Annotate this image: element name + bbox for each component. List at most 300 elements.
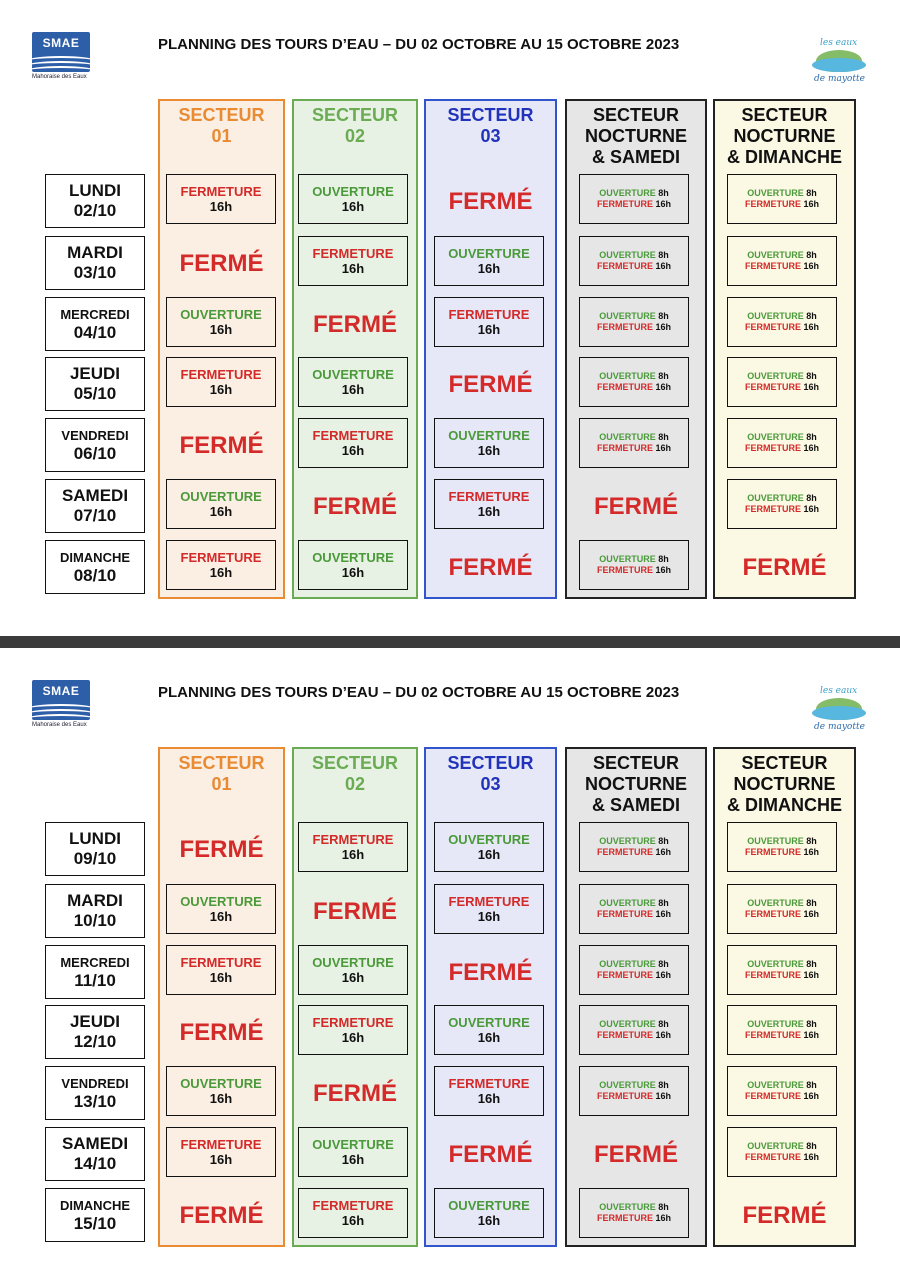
opening-hour: 8h — [658, 959, 669, 969]
opening-label: OUVERTURE — [599, 836, 656, 846]
opening-label: OUVERTURE — [599, 188, 656, 198]
closing-line — [580, 847, 688, 858]
sector-header-line: 01 — [211, 774, 232, 794]
closing-hour: 16h — [803, 1030, 820, 1040]
opening-hour: 8h — [658, 1080, 669, 1090]
opening-hour: 8h — [806, 898, 817, 908]
opening-line — [580, 898, 688, 909]
schedule-cell-open-close — [727, 945, 837, 995]
opening-label: OUVERTURE — [599, 898, 656, 908]
opening-line — [580, 432, 688, 443]
opening-label: OUVERTURE — [448, 246, 530, 261]
opening-label: OUVERTURE — [747, 311, 804, 321]
opening-label: OUVERTURE — [747, 371, 804, 381]
sector-header-line: & SAMEDI — [591, 147, 680, 167]
opening-hour: 8h — [806, 371, 817, 381]
day-name: MERCREDI — [60, 306, 130, 322]
closing-label: FERMETURE — [596, 970, 653, 980]
hour-label: 16h — [209, 565, 233, 580]
hour-label: 16h — [341, 1030, 365, 1045]
closing-line — [580, 970, 688, 981]
schedule-cell-open-close — [579, 1066, 689, 1116]
sector-header-line: SECTEUR — [741, 753, 828, 773]
hour-label: 16h — [477, 443, 501, 458]
smae-logo-box — [32, 680, 90, 720]
opening-cell — [434, 236, 544, 286]
opening-line — [728, 1080, 836, 1091]
schedule-cell-open-close — [579, 1005, 689, 1055]
closing-line — [728, 199, 836, 210]
closing-line — [728, 1152, 836, 1163]
closing-label: FERMETURE — [596, 909, 653, 919]
closing-cell — [298, 418, 408, 468]
opening-hour: 8h — [806, 1141, 817, 1151]
day-label — [45, 174, 145, 228]
opening-cell — [434, 822, 544, 872]
opening-line — [728, 311, 836, 322]
sector-header-line: NOCTURNE — [733, 126, 836, 146]
opening-label: OUVERTURE — [312, 955, 394, 970]
opening-cell — [298, 357, 408, 407]
sector-header-line: & SAMEDI — [591, 795, 680, 815]
closing-line — [580, 1091, 688, 1102]
sector-header-line: SECTEUR — [447, 753, 534, 773]
closing-cell — [434, 1066, 544, 1116]
opening-line — [580, 959, 688, 970]
closing-label: FERMETURE — [596, 1213, 653, 1223]
closing-label: FERMETURE — [744, 199, 801, 209]
page-divider — [0, 636, 900, 648]
sector-header-line: SECTEUR — [311, 105, 398, 125]
opening-label: OUVERTURE — [599, 959, 656, 969]
closing-cell — [166, 540, 276, 590]
schedule-cell-open-close — [579, 1188, 689, 1238]
opening-line — [580, 250, 688, 261]
closing-label: FERMETURE — [596, 847, 653, 857]
opening-hour: 8h — [658, 432, 669, 442]
hour-label: 16h — [477, 261, 501, 276]
schedule-cell-open-close — [579, 236, 689, 286]
sector-header — [565, 753, 707, 816]
closing-hour: 16h — [803, 261, 820, 271]
sector-header-line: & DIMANCHE — [727, 147, 842, 167]
opening-hour: 8h — [806, 311, 817, 321]
hour-label: 16h — [477, 504, 501, 519]
opening-line — [580, 371, 688, 382]
closing-line — [580, 565, 688, 576]
closing-label: FERMETURE — [744, 1091, 801, 1101]
hour-label: 16h — [477, 1213, 501, 1228]
sector-header-line: NOCTURNE — [585, 774, 687, 794]
opening-line — [728, 898, 836, 909]
smae-logo-caption: Mahoraise des Eaux — [32, 722, 87, 728]
sector-header-line: NOCTURNE — [733, 774, 836, 794]
day-date: 04/10 — [73, 322, 117, 342]
hour-label: 16h — [341, 847, 365, 862]
closing-line — [728, 322, 836, 333]
closed-status: FERMÉ — [742, 554, 827, 581]
schedule-cell-open-close — [727, 357, 837, 407]
closed-status: FERMÉ — [448, 554, 533, 581]
closing-label: FERMETURE — [596, 443, 653, 453]
opening-label: OUVERTURE — [312, 1137, 394, 1152]
schedule-cell-open-close — [727, 884, 837, 934]
day-date: 15/10 — [73, 1213, 117, 1233]
closed-status: FERMÉ — [448, 188, 533, 215]
schedule-cell-open-close — [727, 822, 837, 872]
closing-line — [728, 847, 836, 858]
opening-label: OUVERTURE — [599, 250, 656, 260]
day-name: LUNDI — [69, 181, 121, 200]
opening-line — [728, 1141, 836, 1152]
opening-hour: 8h — [658, 1202, 669, 1212]
opening-cell — [166, 479, 276, 529]
opening-line — [580, 311, 688, 322]
sector-header-line: 02 — [344, 774, 366, 794]
sector-header — [424, 105, 557, 147]
opening-cell — [434, 418, 544, 468]
schedule-cell-open-close — [727, 479, 837, 529]
opening-hour: 8h — [658, 1019, 669, 1029]
sector-header-line: 01 — [211, 126, 232, 146]
smae-logo-caption: Mahoraise des Eaux — [32, 74, 87, 80]
day-date: 10/10 — [73, 911, 117, 930]
opening-hour: 8h — [806, 1019, 817, 1029]
closing-label: FERMETURE — [744, 847, 801, 857]
closing-hour: 16h — [803, 322, 820, 332]
sector-header-line: SECTEUR — [592, 105, 679, 125]
eaux-de-mayotte-logo — [812, 686, 868, 736]
closed-status: FERMÉ — [179, 836, 264, 863]
closing-cell — [166, 1127, 276, 1177]
opening-hour: 8h — [658, 311, 669, 321]
opening-line — [728, 493, 836, 504]
day-date: 12/10 — [73, 1032, 117, 1051]
closing-line — [728, 261, 836, 272]
closing-hour: 16h — [803, 1152, 820, 1162]
closing-hour: 16h — [655, 970, 672, 980]
opening-label: OUVERTURE — [747, 959, 804, 969]
closing-hour: 16h — [655, 1091, 672, 1101]
opening-line — [728, 959, 836, 970]
hour-label: 16h — [341, 443, 365, 458]
schedule-cell-open-close — [579, 357, 689, 407]
day-date: 08/10 — [73, 565, 117, 585]
opening-label: OUVERTURE — [312, 184, 394, 199]
schedule-cell-open-close — [579, 822, 689, 872]
sector-header-line: & DIMANCHE — [727, 795, 842, 815]
closing-cell — [298, 1188, 408, 1238]
closing-label: FERMETURE — [448, 307, 530, 322]
closing-label: FERMETURE — [744, 1152, 801, 1162]
day-name: MARDI — [67, 891, 123, 910]
smae-wave-icon — [32, 714, 90, 720]
opening-label: OUVERTURE — [599, 311, 656, 321]
day-name: VENDREDI — [61, 427, 129, 443]
planning-sheet-week-2 — [0, 648, 900, 1277]
opening-label: OUVERTURE — [180, 894, 262, 909]
schedule-cell-open-close — [727, 1005, 837, 1055]
closing-label: FERMETURE — [596, 565, 653, 575]
day-label — [45, 1005, 145, 1059]
closing-hour: 16h — [655, 443, 672, 453]
hour-label: 16h — [341, 261, 365, 276]
opening-label: OUVERTURE — [599, 371, 656, 381]
opening-label: OUVERTURE — [747, 1141, 804, 1151]
day-label — [45, 822, 145, 876]
hour-label: 16h — [341, 565, 365, 580]
opening-label: OUVERTURE — [180, 1076, 262, 1091]
opening-label: OUVERTURE — [448, 1015, 530, 1030]
closing-label: FERMETURE — [180, 1137, 262, 1152]
day-name: SAMEDI — [61, 1134, 129, 1153]
day-name: MERCREDI — [60, 954, 130, 970]
opening-cell — [298, 174, 408, 224]
closed-status: FERMÉ — [179, 250, 264, 277]
smae-logo-box — [32, 32, 90, 72]
closing-hour: 16h — [655, 322, 672, 332]
closing-line — [728, 970, 836, 981]
schedule-cell-open-close — [579, 540, 689, 590]
day-date: 07/10 — [73, 506, 117, 525]
opening-label: OUVERTURE — [747, 836, 804, 846]
day-date: 14/10 — [73, 1154, 117, 1173]
closing-line — [580, 443, 688, 454]
closing-label: FERMETURE — [744, 970, 801, 980]
sector-header-line: SECTEUR — [592, 753, 679, 773]
opening-label: OUVERTURE — [599, 1080, 656, 1090]
day-label — [45, 357, 145, 411]
closing-hour: 16h — [803, 970, 820, 980]
closing-label: FERMETURE — [744, 909, 801, 919]
opening-line — [728, 188, 836, 199]
smae-logo-text: SMAE — [42, 36, 80, 50]
closed-status: FERMÉ — [313, 1080, 397, 1107]
opening-hour: 8h — [658, 836, 669, 846]
closed-status: FERMÉ — [313, 311, 397, 338]
sector-header — [713, 753, 856, 816]
schedule-cell-open-close — [579, 418, 689, 468]
closing-hour: 16h — [655, 909, 672, 919]
closing-label: FERMETURE — [596, 1091, 653, 1101]
closing-line — [728, 504, 836, 515]
opening-cell — [434, 1005, 544, 1055]
closing-hour: 16h — [655, 199, 672, 209]
closing-hour: 16h — [803, 909, 820, 919]
closed-status: FERMÉ — [313, 898, 397, 925]
day-label — [45, 540, 145, 594]
closing-cell — [434, 297, 544, 347]
day-date: 11/10 — [74, 970, 116, 990]
day-name: DIMANCHE — [59, 1197, 131, 1213]
opening-line — [728, 432, 836, 443]
closing-line — [728, 382, 836, 393]
hour-label: 16h — [477, 909, 501, 924]
closing-label: FERMETURE — [744, 382, 801, 392]
day-label — [45, 297, 145, 351]
sector-header — [292, 753, 418, 795]
day-date: 03/10 — [73, 263, 117, 282]
closed-status: FERMÉ — [594, 493, 678, 520]
schedule-cell-open-close — [727, 418, 837, 468]
schedule-cell-open-close — [727, 1127, 837, 1177]
day-date: 09/10 — [73, 849, 117, 868]
opening-line — [580, 1019, 688, 1030]
eaux-de-mayotte-logo — [812, 38, 868, 88]
closing-line — [728, 1030, 836, 1041]
closing-label: FERMETURE — [180, 550, 262, 565]
hour-label: 16h — [341, 1152, 365, 1167]
sector-header-line: SECTEUR — [311, 753, 398, 773]
hour-label: 16h — [477, 847, 501, 862]
day-label — [45, 1066, 145, 1120]
closing-line — [580, 909, 688, 920]
opening-label: OUVERTURE — [599, 554, 656, 564]
closing-hour: 16h — [655, 1213, 672, 1223]
closing-hour: 16h — [803, 199, 820, 209]
closing-line — [580, 261, 688, 272]
opening-label: OUVERTURE — [599, 1202, 656, 1212]
eaux-logo-line1: les eaux — [820, 38, 858, 48]
day-label — [45, 1188, 145, 1242]
closed-status: FERMÉ — [742, 1202, 827, 1229]
opening-hour: 8h — [658, 188, 669, 198]
opening-cell — [166, 884, 276, 934]
opening-cell — [166, 1066, 276, 1116]
opening-line — [580, 554, 688, 565]
smae-wave-icon — [32, 66, 90, 72]
closed-status: FERMÉ — [179, 1019, 264, 1046]
opening-label: OUVERTURE — [747, 493, 804, 503]
opening-hour: 8h — [658, 250, 669, 260]
hour-label: 16h — [341, 1213, 365, 1228]
opening-cell — [298, 945, 408, 995]
hour-label: 16h — [209, 970, 233, 985]
opening-hour: 8h — [806, 959, 817, 969]
opening-line — [728, 250, 836, 261]
closing-label: FERMETURE — [596, 322, 653, 332]
closing-line — [580, 322, 688, 333]
closing-hour: 16h — [803, 1091, 820, 1101]
day-name: SAMEDI — [61, 486, 129, 505]
closing-hour: 16h — [655, 261, 672, 271]
sector-header — [713, 105, 856, 168]
day-name: JEUDI — [69, 364, 121, 383]
closed-status: FERMÉ — [179, 1202, 264, 1229]
sector-header — [565, 105, 707, 168]
closing-label: FERMETURE — [180, 367, 262, 382]
closing-label: FERMETURE — [744, 504, 801, 514]
eaux-wave-icon — [812, 58, 866, 72]
closing-hour: 16h — [655, 1030, 672, 1040]
closing-label: FERMETURE — [596, 199, 653, 209]
opening-hour: 8h — [806, 250, 817, 260]
hour-label: 16h — [341, 970, 365, 985]
opening-hour: 8h — [806, 432, 817, 442]
hour-label: 16h — [477, 1030, 501, 1045]
closing-hour: 16h — [803, 443, 820, 453]
closing-label: FERMETURE — [312, 246, 394, 261]
day-name: VENDREDI — [61, 1075, 129, 1091]
closing-line — [580, 382, 688, 393]
schedule-cell-open-close — [579, 945, 689, 995]
closed-status: FERMÉ — [179, 432, 264, 459]
opening-cell — [434, 1188, 544, 1238]
closed-status: FERMÉ — [594, 1141, 678, 1168]
closing-label: FERMETURE — [596, 261, 653, 271]
sector-header-line: SECTEUR — [447, 105, 534, 125]
hour-label: 16h — [341, 382, 365, 397]
day-date: 05/10 — [73, 384, 117, 403]
day-label — [45, 479, 145, 533]
eaux-logo-line2: de mayotte — [814, 722, 865, 732]
eaux-logo-line2: de mayotte — [814, 74, 865, 84]
opening-hour: 8h — [806, 493, 817, 503]
closing-label: FERMETURE — [448, 489, 530, 504]
hour-label: 16h — [209, 1091, 233, 1106]
schedule-cell-open-close — [727, 1066, 837, 1116]
opening-line — [580, 1202, 688, 1213]
schedule-cell-open-close — [579, 884, 689, 934]
closing-label: FERMETURE — [312, 1015, 394, 1030]
planning-sheet-week-1 — [0, 0, 900, 636]
opening-label: OUVERTURE — [599, 1019, 656, 1029]
closed-status: FERMÉ — [313, 493, 397, 520]
opening-label: OUVERTURE — [448, 428, 530, 443]
opening-line — [580, 1080, 688, 1091]
opening-hour: 8h — [658, 554, 669, 564]
opening-hour: 8h — [806, 1080, 817, 1090]
opening-cell — [298, 1127, 408, 1177]
sector-header — [158, 105, 285, 147]
closing-label: FERMETURE — [180, 184, 262, 199]
sector-header-line: SECTEUR — [741, 105, 828, 125]
hour-label: 16h — [209, 909, 233, 924]
closing-cell — [166, 945, 276, 995]
day-date: 02/10 — [73, 201, 117, 220]
closing-hour: 16h — [655, 847, 672, 857]
opening-hour: 8h — [806, 188, 817, 198]
hour-label: 16h — [477, 322, 501, 337]
sector-header — [158, 753, 285, 795]
schedule-cell-open-close — [727, 236, 837, 286]
closing-label: FERMETURE — [596, 1030, 653, 1040]
hour-label: 16h — [341, 199, 365, 214]
hour-label: 16h — [209, 322, 233, 337]
opening-hour: 8h — [658, 898, 669, 908]
closing-cell — [166, 357, 276, 407]
closing-label: FERMETURE — [312, 428, 394, 443]
closing-line — [728, 909, 836, 920]
hour-label: 16h — [477, 1091, 501, 1106]
closing-line — [728, 443, 836, 454]
closing-hour: 16h — [803, 504, 820, 514]
closed-status: FERMÉ — [448, 371, 533, 398]
opening-line — [728, 1019, 836, 1030]
opening-hour: 8h — [806, 836, 817, 846]
closing-line — [580, 199, 688, 210]
closing-label: FERMETURE — [744, 443, 801, 453]
day-name: LUNDI — [69, 829, 121, 848]
page-title: PLANNING DES TOURS D’EAU – DU 02 OCTOBRE AU 15 OCTOBRE 2023 — [158, 36, 680, 53]
opening-label: OUVERTURE — [448, 832, 530, 847]
sector-header — [424, 753, 557, 795]
eaux-logo-line1: les eaux — [820, 686, 858, 696]
closing-label: FERMETURE — [744, 322, 801, 332]
closing-label: FERMETURE — [180, 955, 262, 970]
day-date: 06/10 — [73, 443, 117, 463]
sector-header-line: 02 — [344, 126, 366, 146]
